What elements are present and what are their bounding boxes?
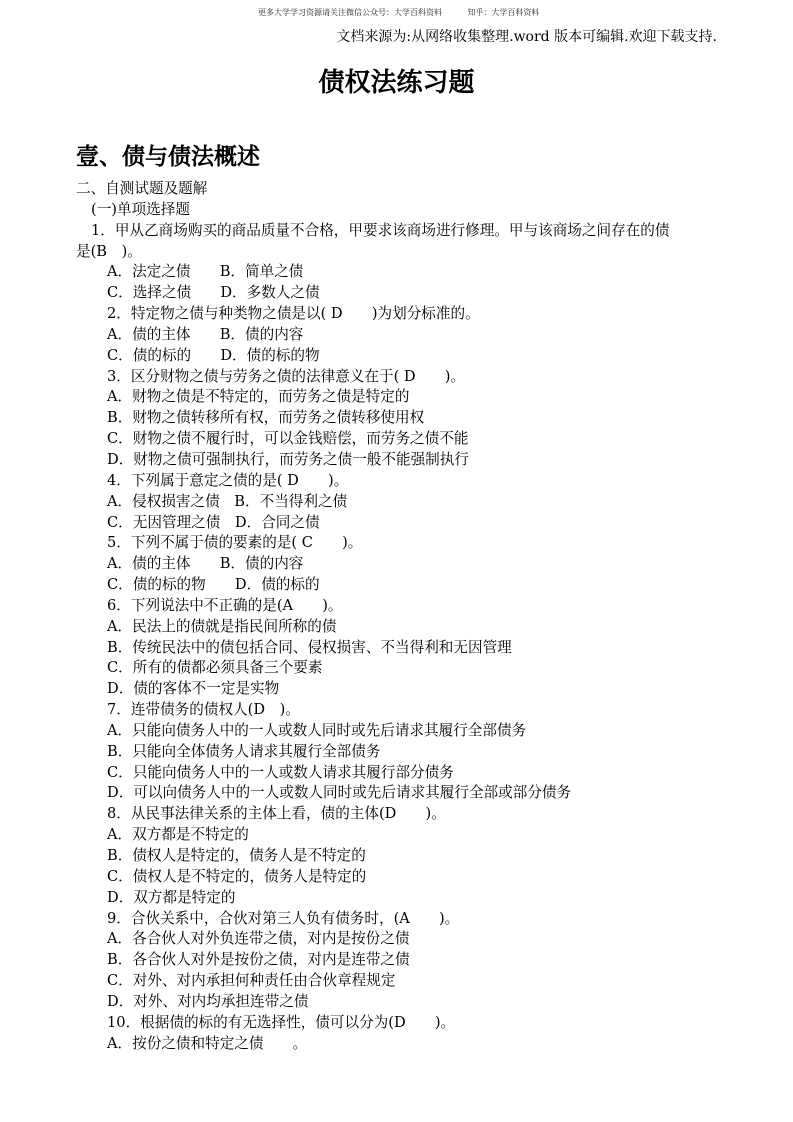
source-note: 文档来源为:从网络收集整理.word 版本可编辑.欢迎下载支持. xyxy=(336,29,717,45)
text-line: C．债的标的 D．债的标的物 xyxy=(107,346,320,364)
text-line: B．只能向全体债务人请求其履行全部债务 xyxy=(107,742,381,760)
text-line: C．财物之债不履行时，可以金钱赔偿，而劳务之债不能 xyxy=(107,430,469,448)
text-line: C．无因管理之债 D．合同之债 xyxy=(107,513,320,531)
text-line: B．财物之债转移所有权，而劳务之债转移使用权 xyxy=(107,409,425,427)
text-line: 2．特定物之债与种类物之债是以( D )为划分标准的。 xyxy=(107,305,480,323)
text-line: 9．合伙关系中，合伙对第三人负有债务时，(A )。 xyxy=(107,909,460,927)
text-line: D．对外、对内均承担连带之债 xyxy=(107,992,309,1010)
text-line: (一)单项选择题 xyxy=(91,200,190,218)
text-line: A．只能向债务人中的一人或数人同时或先后请求其履行全部债务 xyxy=(107,721,527,739)
text-line: 4．下列属于意定之债的是( D )。 xyxy=(107,471,349,489)
text-line: C．选择之债 D．多数人之债 xyxy=(107,284,320,302)
document-title: 债权法练习题 xyxy=(318,68,475,98)
text-line: 7．连带债务的债权人(D )。 xyxy=(107,701,300,719)
text-line: C．只能向债务人中的一人或数人请求其履行部分债务 xyxy=(107,763,454,781)
text-line: A．双方都是不特定的 xyxy=(107,826,249,844)
text-line: A．债的主体 B．债的内容 xyxy=(107,325,304,343)
text-line: C．所有的债都必须具备三个要素 xyxy=(107,659,323,677)
text-line: 6．下列说法中不正确的是(A )。 xyxy=(107,596,343,614)
text-line: A．财物之债是不特定的，而劳务之债是特定的 xyxy=(107,388,410,406)
text-line: A．侵权损害之债 B．不当得利之债 xyxy=(107,492,348,510)
document-body xyxy=(76,179,726,1054)
text-line: C．债权人是不特定的，债务人是特定的 xyxy=(107,867,367,885)
text-line: 10．根据债的标的有无选择性，债可以分为(D )。 xyxy=(107,1013,456,1031)
text-line: 二、自测试题及题解 xyxy=(76,180,208,197)
text-line: A．民法上的债就是指民间所称的债 xyxy=(107,617,337,635)
text-line: B．传统民法中的债包括合同、侵权损害、不当得利和无因管理 xyxy=(107,638,512,656)
text-line: 5．下列不属于债的要素的是( C )。 xyxy=(107,534,363,552)
chapter-heading: 壹、债与债法概述 xyxy=(76,143,260,170)
zhihu-note: 知乎：大学百科资料 xyxy=(467,8,540,17)
text-line: D．可以向债务人中的一人或数人同时或先后请求其履行全部或部分债务 xyxy=(107,784,572,802)
header-note xyxy=(258,7,539,18)
text-line: 3．区分财物之债与劳务之债的法律意义在于( D )。 xyxy=(107,367,466,385)
text-line: A．法定之债 B．简单之债 xyxy=(107,263,304,281)
text-line: D．双方都是特定的 xyxy=(107,888,236,906)
text-line: C．债的标的物 D．债的标的 xyxy=(107,576,320,594)
text-line: A．按份之债和特定之债 。 xyxy=(107,1034,308,1052)
text-line: B．各合伙人对外是按份之债，对内是连带之债 xyxy=(107,951,410,969)
text-line: 1．甲从乙商场购买的商品质量不合格，甲要求该商场进行修理。甲与该商场之间存在的债 xyxy=(91,221,670,239)
text-line: D．财物之债可强制执行，而劳务之债一般不能强制执行 xyxy=(107,450,469,468)
text-line: B．债权人是特定的，债务人是不特定的 xyxy=(107,847,366,864)
text-line: D．债的客体不一定是实物 xyxy=(107,680,280,698)
text-line: C．对外、对内承担何种责任由合伙章程规定 xyxy=(107,972,396,990)
wechat-note: 更多大学学习资源请关注微信公众号：大学百科资料 xyxy=(258,8,442,17)
text-line: 是(B )。 xyxy=(76,242,142,260)
text-line: A．债的主体 B．债的内容 xyxy=(107,555,304,573)
text-line: 8．从民事法律关系的主体上看，债的主体(D )。 xyxy=(107,805,446,823)
text-line: A．各合伙人对外负连带之债，对内是按份之债 xyxy=(107,930,410,948)
